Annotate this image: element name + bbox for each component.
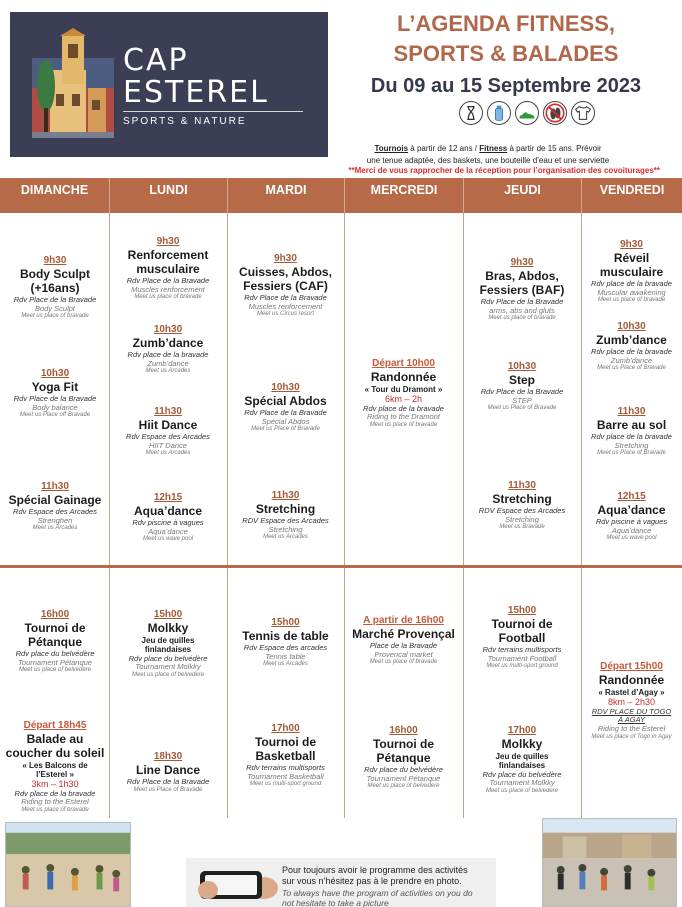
activity-english-name: Stretching — [268, 524, 303, 534]
activity-english-meeting: Meet us place of bravade — [369, 421, 438, 428]
activity-meeting-point: Rdv place de la bravade — [127, 350, 209, 360]
activity-time: 15h00 — [507, 605, 537, 616]
activity-english-name: Spécial Abdos — [261, 416, 310, 426]
activity-subtitle: Jeu de quilles — [495, 752, 549, 762]
activity-card — [2, 604, 108, 674]
no-flip-flops-icon — [543, 101, 567, 125]
age-rules-line-2: une tenue adaptée, des baskets, une bouteille d’eau et une serviette — [366, 156, 610, 165]
activity-meeting-point: Rdv Place de la Bravade — [126, 275, 210, 285]
activity-english-name: Tournament Basketball — [247, 771, 324, 781]
activity-time: 15h00 — [153, 609, 183, 620]
day-header-friday: VENDREDI — [599, 183, 665, 197]
activity-name: Spécial Gainage — [8, 493, 102, 508]
activity-name: Zumb’dance — [596, 333, 667, 348]
activity-departure-time: Départ 10h00 — [372, 358, 435, 369]
activity-card — [583, 656, 680, 740]
morning-afternoon-separator — [0, 565, 682, 568]
activity-time: 16h00 — [389, 725, 418, 736]
activity-name: Cuisses, Abdos, — [239, 265, 332, 280]
activity-meeting-point: Rdv Espace des arcades — [243, 643, 328, 653]
column-divider — [109, 213, 110, 818]
activity-english-meeting: Meet us place of bravade — [21, 806, 89, 813]
activity-card — [229, 718, 342, 788]
activity-name: Stretching — [255, 502, 316, 517]
column-divider — [227, 213, 228, 818]
activity-english-meeting: Meet us Arcades — [145, 368, 191, 375]
activity-meeting-point: RDV PLACE DU TOGO — [591, 706, 672, 716]
brand-logo — [10, 12, 328, 157]
day-header-bar — [0, 178, 682, 213]
activity-time: 9h30 — [274, 253, 297, 264]
activity-subtitle: finlandaises — [498, 761, 546, 771]
activity-name: Bras, Abdos, — [485, 269, 559, 284]
activity-card — [111, 746, 225, 794]
activity-meeting-point: RDV Espace des Arcades — [478, 506, 566, 516]
activity-card — [229, 248, 342, 318]
activity-time: 9h30 — [43, 255, 67, 266]
activity-english-meeting: Meet us place of belvedere — [131, 671, 205, 678]
activity-name: Tournoi de — [491, 617, 553, 632]
activity-name: Tournoi de — [372, 737, 435, 752]
activity-departure-time: Départ 15h00 — [600, 661, 663, 672]
activity-english-meeting: Meet us Arcades — [263, 534, 308, 541]
activity-name: Basketball — [255, 749, 316, 764]
activity-time: 11h30 — [508, 480, 536, 491]
activity-english-meeting: Meet us place of bravade — [597, 297, 666, 304]
day-header-monday: LUNDI — [110, 178, 228, 213]
activity-english-name: arms, abs and gluts — [489, 305, 555, 315]
activity-name: Barre au sol — [596, 418, 667, 433]
activity-card — [465, 356, 579, 412]
activity-meeting-point: Rdv place de la bravade — [363, 403, 444, 413]
village-tower-illustration — [32, 28, 114, 138]
activity-card — [465, 475, 579, 531]
activity-english-name: Body Sculpt — [34, 303, 76, 313]
activity-english-name: Strenghen — [37, 515, 73, 525]
activity-english-meeting: Meet us Place off Bravade — [19, 412, 91, 419]
activity-meeting-point: Rdv place du belvédère — [128, 653, 208, 663]
activity-card — [583, 234, 680, 304]
activity-card — [2, 715, 108, 814]
activity-name: Fessiers (BAF) — [479, 283, 565, 298]
activity-subtitle: « Tour du Dramont » — [364, 385, 443, 395]
photo-tip-line-fr: Pour toujours avoir le programme des activités — [282, 865, 468, 875]
activity-english-meeting: Meet us multi-sport ground — [486, 663, 558, 670]
age-rules-line-1: Tournois à partir de 12 ans / Fitness à partir de 15 ans. Prévoir — [374, 144, 602, 153]
activity-name: Marché Provençal — [352, 627, 455, 642]
activity-meeting-point: Rdv Place de la Bravade — [244, 408, 327, 418]
activity-english-meeting: Meet us multi-sport ground — [249, 781, 322, 788]
activity-english-name: Riding to the Esterel — [597, 723, 666, 733]
activity-name: Aqua’dance — [597, 503, 666, 518]
photo-tip-line-en: not hesitate to take a picture — [282, 898, 389, 907]
activity-name: Tournoi de — [254, 735, 317, 750]
activity-card — [465, 252, 579, 322]
activity-meeting-point: Rdv Place de la Bravade — [13, 294, 97, 304]
activity-card — [2, 250, 108, 320]
activity-meeting-point: Rdv Espace des Arcades — [13, 507, 97, 517]
column-divider — [581, 213, 582, 818]
activity-english-meeting: Meet us place of bravade — [134, 294, 202, 301]
activity-name: Aqua’dance — [133, 504, 202, 519]
activity-name: Randonnée — [598, 673, 665, 688]
activity-name: Yoga Fit — [31, 380, 79, 395]
activity-english-name: Stretching — [505, 514, 539, 524]
activity-name: Step — [508, 373, 535, 388]
activity-name: Hiit Dance — [138, 418, 198, 433]
activity-name: Pétanque — [376, 751, 431, 766]
activity-english-meeting: Meet us Place of Bravade — [597, 450, 666, 457]
activity-name: Balade au — [26, 732, 84, 747]
activity-meeting-point: Rdv place du belvédère — [15, 648, 95, 658]
activity-card — [465, 720, 579, 795]
activity-distance: 6km – 2h — [384, 394, 423, 405]
day-header-thursday: JEUDI — [464, 178, 582, 213]
activity-time: 10h30 — [40, 368, 70, 379]
activity-meeting-point: RDV Espace des Arcades — [242, 516, 329, 526]
activity-english-meeting: Meet us Arcades — [263, 661, 308, 668]
activity-english-meeting: Meet us Circus resort — [256, 311, 314, 318]
activity-english-name: Aqua’dance — [611, 525, 652, 535]
column-divider — [344, 213, 345, 818]
activity-time: 17h00 — [507, 725, 537, 736]
activity-time: 11h30 — [41, 481, 69, 492]
activity-time: 10h30 — [153, 324, 183, 335]
activity-name: Molkky — [147, 621, 189, 636]
equipment-icons — [459, 101, 595, 125]
activity-english-name: HIIT Dance — [149, 440, 187, 450]
activity-subtitle: finlandaises — [144, 645, 192, 655]
smartphone-camera-icon — [194, 868, 280, 901]
logo-tagline: SPORTS & NATURE — [123, 116, 247, 127]
sneaker-icon — [515, 101, 539, 125]
activity-card — [111, 319, 225, 375]
activity-time: 15h00 — [271, 617, 300, 628]
activity-meeting-point: Rdv place de la bravade — [591, 347, 672, 357]
activity-english-meeting: Meet us Place of Bravade — [597, 365, 666, 372]
activity-time: 9h30 — [510, 257, 534, 268]
activity-card — [583, 316, 680, 372]
activity-card — [2, 476, 108, 532]
date-range: Du 09 au 15 Septembre 2023 — [370, 75, 642, 97]
page-title-line-2: SPORTS & BALADES — [393, 41, 619, 66]
activity-english-meeting: Meet us place of Togo in Agay — [591, 733, 672, 740]
activity-name: musculaire — [136, 262, 200, 277]
activity-english-name: Tournament Molkky — [135, 662, 201, 672]
activity-time: 12h15 — [153, 492, 183, 503]
activity-meeting-point: Rdv piscine à vagues — [132, 518, 204, 528]
activity-english-name: Tournament Pétanque — [18, 657, 92, 667]
activity-english-name: Aqua’dance — [148, 526, 188, 536]
activity-meeting-point: Rdv terrains multisports — [246, 762, 325, 772]
activity-time: 9h30 — [156, 236, 180, 247]
activity-english-meeting: Meet us Place of Bravade — [487, 405, 557, 412]
activity-name: Randonnée — [370, 370, 437, 385]
activity-name: Line Dance — [135, 763, 201, 778]
activity-english-meeting: Meet us place of bravade — [488, 315, 556, 322]
activity-time: 10h30 — [507, 361, 537, 372]
photo-tip-box — [186, 858, 496, 907]
water-bottle-icon — [487, 101, 511, 125]
activity-card — [111, 604, 225, 679]
activity-english-meeting: Meet us Arcades — [145, 450, 191, 457]
activity-meeting-point: Rdv Espace des Arcades — [126, 432, 210, 442]
activity-english-meeting: Meet us Place of Bravade — [133, 786, 203, 793]
activity-english-name: Stretching — [614, 440, 649, 450]
activity-name: Football — [498, 631, 546, 646]
activity-name: Pétanque — [27, 635, 82, 650]
activity-english-meeting: Meet us Place of Bravade — [251, 426, 320, 433]
activity-meeting-point: Rdv Place de la Bravade — [126, 777, 210, 787]
activity-english-meeting: Meet us Arcades — [32, 525, 78, 532]
activity-subtitle: « Les Balcons de — [22, 760, 88, 770]
activity-time: 12h15 — [617, 491, 646, 502]
activity-meeting-point: Rdv terrains multisports — [482, 644, 562, 654]
activity-english-meeting: Meet us wave pool — [142, 536, 194, 543]
activity-card — [229, 612, 342, 668]
activity-card — [346, 353, 461, 429]
logo-text-esterel: ESTEREL — [123, 75, 269, 110]
activity-name: coucher du soleil — [5, 746, 105, 761]
activity-card — [229, 485, 342, 541]
group-activity-photo-right — [542, 818, 677, 907]
carpool-notice: **Merci de vous rapprocher de la réception pour l’organisation des covoiturages** — [348, 166, 660, 175]
activity-meeting-point: Rdv place de la bravade — [14, 788, 96, 798]
activity-card — [346, 720, 461, 790]
activity-departure-time: Départ 18h45 — [23, 720, 87, 731]
t-shirt-icon — [571, 101, 595, 125]
activity-english-meeting: Meet us place of belvedere — [18, 667, 92, 674]
activity-english-name: STEP — [512, 395, 532, 405]
activity-name: Renforcement — [127, 248, 209, 263]
activity-distance: 8km – 2h30 — [607, 697, 656, 708]
activity-english-meeting: Meet us wave pool — [606, 535, 657, 542]
activity-subtitle: « Rastel d’Agay » — [598, 688, 665, 698]
activity-card — [111, 487, 225, 543]
logo-divider — [123, 111, 303, 112]
activity-english-name: Muscular awakening — [597, 287, 666, 297]
activity-english-name: Riding to the Esterel — [21, 797, 89, 807]
logo-text-cap: CAP — [123, 43, 189, 78]
activity-name: Réveil musculaire — [599, 251, 664, 280]
activity-english-name: Muscles renforcement — [131, 284, 205, 294]
activity-name: Body Sculpt — [19, 267, 90, 282]
activity-time: 11h30 — [154, 406, 182, 417]
activity-time: 9h30 — [620, 239, 643, 250]
activity-subtitle: l’Esterel » — [36, 770, 74, 780]
activity-english-name: Muscles renforcement — [248, 301, 323, 311]
activity-time: 16h00 — [40, 609, 70, 620]
activity-time: 18h30 — [153, 751, 183, 762]
activity-time: 10h30 — [617, 321, 646, 332]
activity-meeting-point: Place de la Bravade — [369, 641, 438, 651]
activity-english-name: Tennis table — [265, 651, 306, 661]
activity-meeting-point: Rdv place de la bravade — [591, 278, 672, 288]
activity-name: Fessiers (CAF) — [243, 279, 328, 294]
activity-meeting-point: Rdv Place de la Bravade — [244, 292, 327, 302]
activity-meeting-point: Rdv place de la bravade — [591, 432, 672, 442]
column-divider — [463, 213, 464, 818]
activity-meeting-point: Rdv Place de la Bravade — [480, 296, 564, 306]
activity-meeting-point: Rdv Place de la Bravade — [480, 387, 564, 397]
activity-english-name: Tournament Football — [487, 653, 557, 663]
activity-english-name: Zumb’dance — [610, 355, 653, 365]
activity-meeting-point: Rdv place du belvédère — [482, 769, 562, 779]
day-header-sunday: DIMANCHE — [0, 178, 110, 213]
day-header-tuesday: MARDI — [228, 178, 345, 213]
activity-meeting-point: Rdv Place de la Bravade — [13, 394, 97, 404]
activity-card — [2, 363, 108, 419]
activity-name: Zumb’dance — [132, 336, 204, 351]
group-activity-photo-left — [5, 822, 131, 907]
activity-subtitle: Jeu de quilles — [141, 636, 195, 646]
activity-card — [465, 600, 579, 670]
activity-card — [111, 231, 225, 301]
activity-meeting-point: Rdv piscine à vagues — [595, 517, 668, 527]
activity-english-name: Riding to the Dramont — [367, 412, 440, 422]
activity-name: (+16ans) — [30, 281, 80, 296]
activity-meeting-point: À AGAY — [617, 715, 646, 725]
hourglass-icon — [459, 101, 483, 125]
page-title-line-1: L’AGENDA FITNESS, — [397, 11, 615, 36]
activity-card — [111, 401, 225, 457]
activity-name: Tennis de table — [242, 629, 329, 644]
day-header-wednesday: MERCREDI — [345, 178, 464, 213]
photo-tip-line-fr: sur vous n’hésitez pas à le prendre en photo. — [282, 876, 462, 886]
activity-english-name: Tournament Molkky — [489, 778, 555, 788]
activity-time: 17h00 — [271, 723, 300, 734]
activity-time: 11h30 — [617, 406, 646, 417]
activity-english-meeting: Meet us place of bravade — [21, 313, 89, 320]
activity-meeting-point: Rdv place du belvédère — [364, 764, 443, 774]
activity-english-meeting: Meet us Bravade — [499, 524, 545, 531]
activity-name: Spécial Abdos — [244, 394, 327, 409]
activity-english-name: Provencal market — [374, 649, 433, 659]
activity-time: 11h30 — [271, 490, 300, 501]
activity-card — [229, 377, 342, 433]
activity-name: Molkky — [501, 737, 543, 752]
activity-name: Stretching — [492, 492, 552, 507]
photo-tip-line-en: To always have the program of activities on you do — [282, 888, 473, 898]
activity-english-name: Zumb’dance — [147, 358, 189, 368]
activity-card — [346, 610, 461, 666]
photo-tip-text-en — [282, 888, 494, 907]
activity-name: Tournoi de — [24, 621, 86, 636]
activity-departure-time: A partir de 16h00 — [363, 615, 444, 626]
activity-english-name: Tournament Pétanque — [366, 773, 441, 783]
activity-time: 10h30 — [271, 382, 300, 393]
activity-card — [583, 401, 680, 457]
photo-tip-text-fr — [282, 865, 494, 887]
activity-english-meeting: Meet us place of belvedere — [367, 783, 440, 790]
activity-english-meeting: Meet us place of bravade — [369, 659, 438, 666]
activity-english-name: Body balance — [32, 402, 78, 412]
activity-distance: 3km – 1h30 — [31, 779, 79, 790]
activity-card — [583, 486, 680, 542]
activity-english-meeting: Meet us place of belvedere — [485, 787, 559, 794]
